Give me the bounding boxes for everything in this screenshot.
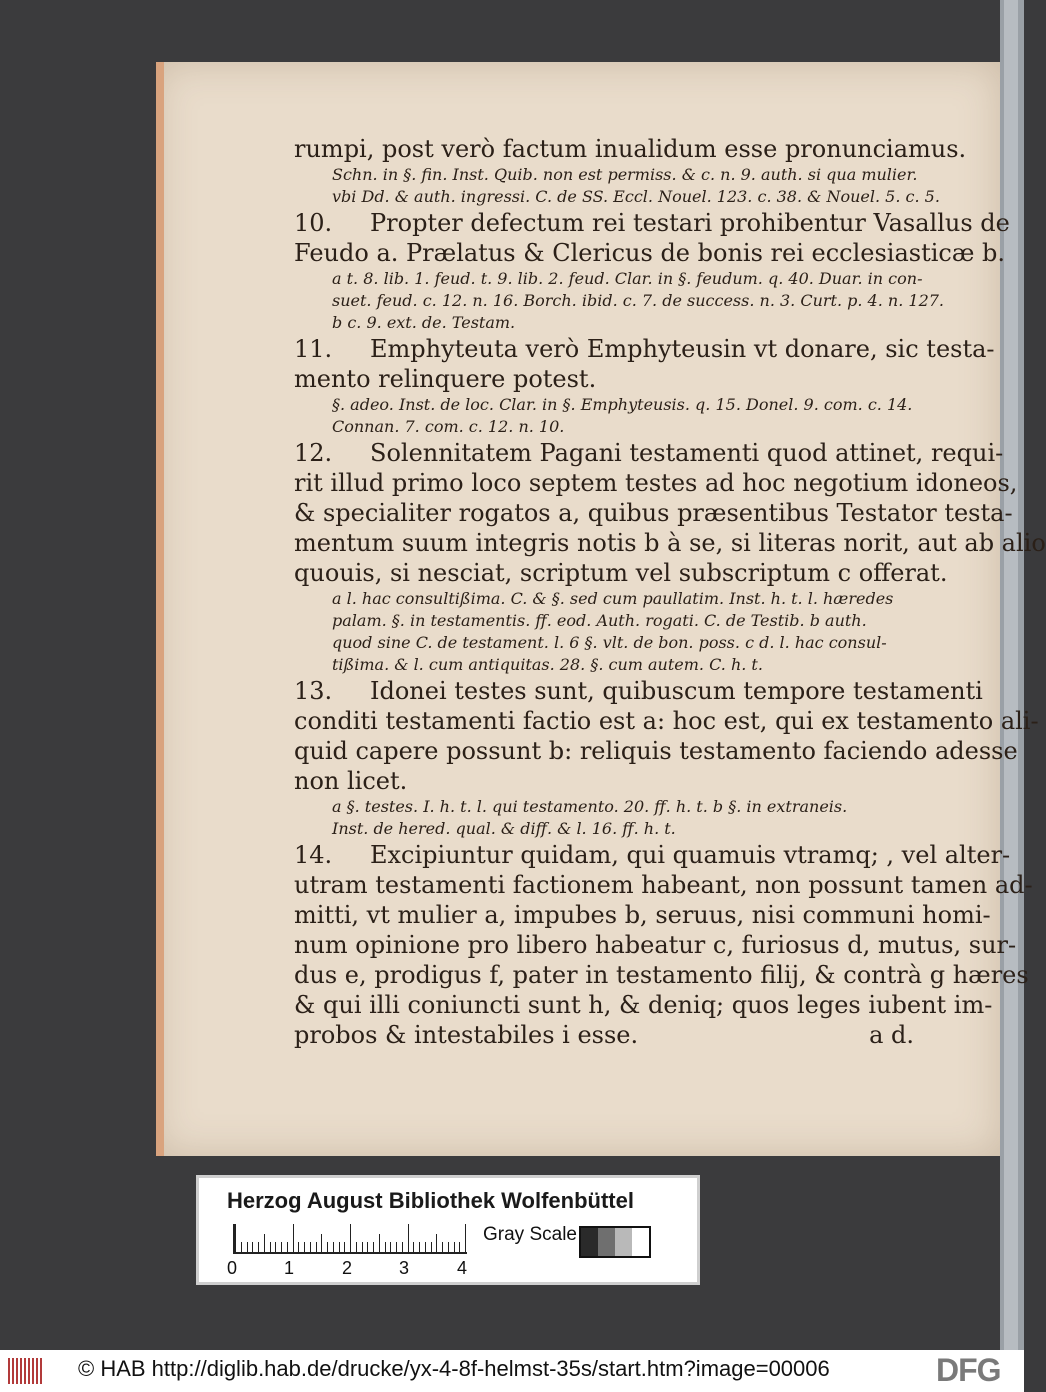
ruler-tick [431, 1242, 432, 1252]
book-edge-strip-inner [1004, 0, 1018, 1350]
ruler-tick [454, 1242, 455, 1252]
text-line [294, 208, 1010, 238]
ruler-tick [344, 1242, 345, 1252]
text-line [294, 676, 983, 706]
line-text: mentum suum integris notis b à se, si literas norit, aut ab alio [294, 529, 1046, 557]
text-line [294, 334, 995, 364]
copyright-url[interactable]: © HAB http://diglib.hab.de/drucke/yx-4-8f-helmst-35s/start.htm?image=00006 [78, 1356, 830, 1381]
text-line [294, 960, 1029, 990]
footnote-line [294, 394, 924, 416]
footnote-line [294, 312, 924, 334]
text-line [294, 840, 1011, 870]
footnote-line [294, 290, 945, 312]
footnote-line [294, 818, 924, 840]
ruler-tick [436, 1234, 437, 1252]
line-text: rumpi, post verò factum inualidum esse pronunciamus. [294, 135, 967, 163]
line-text: dus e, prodigus f, pater in testamento filij, & contrà g hæres [294, 961, 1029, 989]
line-text: palam. §. in testamentis. ff. eod. Auth. rogati. C. de Testib. b auth. [332, 611, 867, 630]
line-text: Connan. 7. com. c. 12. n. 10. [332, 417, 565, 436]
ruler [233, 1224, 467, 1254]
text-line [294, 238, 1006, 268]
ruler-tick [356, 1242, 357, 1252]
line-text: Idonei testes sunt, quibuscum tempore testamenti [370, 677, 983, 705]
ruler-tick [413, 1242, 414, 1252]
line-text: mento relinquere potest. [294, 365, 597, 393]
footnote-line [294, 654, 924, 676]
ruler-tick [241, 1242, 242, 1252]
line-text: Feudo a. Prælatus & Clericus de bonis rei ecclesiasticæ b. [294, 239, 1006, 267]
text-line [294, 990, 993, 1020]
text-line [294, 870, 1033, 900]
ruler-tick [465, 1224, 466, 1252]
ruler-tick [408, 1224, 409, 1252]
footnote-line [294, 610, 924, 632]
ruler-number: 1 [284, 1258, 295, 1278]
line-text: Schn. in §. fin. Inst. Quib. non est permiss. & c. n. 9. auth. si qua mulier. [332, 165, 918, 184]
page-text [294, 134, 1046, 1050]
footnote-line [294, 632, 924, 654]
ruler-tick [316, 1242, 317, 1252]
text-line [294, 498, 1013, 528]
ruler-tick [339, 1242, 340, 1252]
ruler-number: 3 [399, 1258, 410, 1278]
ruler-tick [385, 1242, 386, 1252]
ruler-tick [379, 1234, 380, 1252]
line-text: mitti, vt mulier a, impubes b, seruus, nisi communi homi- [294, 901, 991, 929]
text-line [294, 900, 991, 930]
paragraph-number: 10. [294, 209, 333, 237]
text-line [294, 736, 1018, 766]
text-line [294, 766, 924, 796]
ruler-tick [293, 1224, 294, 1252]
text-line [294, 528, 1046, 558]
line-text: Propter defectum rei testari prohibentur Vasallus de [370, 209, 1010, 237]
text-line [294, 468, 1018, 498]
ruler-tick [247, 1242, 248, 1252]
gray-scale-swatches [579, 1226, 651, 1258]
text-line [294, 558, 948, 588]
ruler-tick [258, 1242, 259, 1252]
ruler-tick [367, 1242, 368, 1252]
ruler-tick [275, 1242, 276, 1252]
line-text: & specialiter rogatos a, quibus præsentibus Testator testa- [294, 499, 1013, 527]
ruler-tick [425, 1242, 426, 1252]
ruler-tick [390, 1242, 391, 1252]
line-text: rit illud primo loco septem testes ad hoc negotium idoneos, [294, 469, 1018, 497]
ruler-tick [419, 1242, 420, 1252]
line-text: & qui illi coniuncti sunt h, & deniq; quos leges iubent im- [294, 991, 993, 1019]
text-line [294, 930, 1017, 960]
text-line [294, 706, 1039, 736]
gray-swatch [581, 1228, 598, 1256]
ruler-number: 2 [342, 1258, 353, 1278]
ruler-tick [373, 1242, 374, 1252]
ruler-number: 4 [457, 1258, 468, 1278]
footnote-line [294, 416, 924, 438]
footer-bar [0, 1350, 1024, 1392]
library-color-card [196, 1175, 700, 1285]
line-text: a §. testes. I. h. t. l. qui testamento. 20. ff. h. t. b §. in extraneis. [332, 797, 848, 816]
ruler-tick [442, 1242, 443, 1252]
ruler-tick [333, 1242, 334, 1252]
line-text: suet. feud. c. 12. n. 16. Borch. ibid. c. 7. de success. n. 3. Curt. p. 4. n. 127. [332, 291, 945, 310]
line-text: quod sine C. de testament. l. 6 §. vlt. de bon. poss. c d. l. hac consul- [332, 633, 887, 652]
line-text: tißima. & l. cum antiquitas. 28. §. cum autem. C. h. t. [332, 655, 763, 674]
line-text: utram testamenti factionem habeant, non possunt tamen ad- [294, 871, 1033, 899]
line-text: probos & intestabiles i esse. [294, 1021, 639, 1049]
ruler-tick [287, 1242, 288, 1252]
barcode-icon [8, 1358, 46, 1384]
dfg-logo: DFG [936, 1352, 1001, 1388]
ruler-tick [304, 1242, 305, 1252]
line-text: vbi Dd. & auth. ingressi. C. de SS. Eccl. Nouel. 123. c. 38. & Nouel. 5. c. 5. [332, 187, 940, 206]
paragraph-number: 11. [294, 335, 333, 363]
catchword: a d. [869, 1021, 914, 1049]
line-text: §. adeo. Inst. de loc. Clar. in §. Emphyteusis. q. 15. Donel. 9. com. c. 14. [332, 395, 913, 414]
ruler-tick [327, 1242, 328, 1252]
ruler-tick [396, 1242, 397, 1252]
footnote-line [294, 796, 924, 818]
line-text: Solennitatem Pagani testamenti quod attinet, requi- [370, 439, 1004, 467]
gray-swatch [598, 1228, 615, 1256]
line-text: non licet. [294, 767, 408, 795]
gray-swatch [615, 1228, 632, 1256]
line-text: a t. 8. lib. 1. feud. t. 9. lib. 2. feud. Clar. in §. feudum. q. 40. Duar. in con- [332, 269, 923, 288]
ruler-tick [264, 1234, 265, 1252]
line-text: Inst. de hered. qual. & diff. & l. 16. ff. h. t. [332, 819, 676, 838]
ruler-tick [310, 1242, 311, 1252]
text-line [294, 364, 924, 394]
ruler-tick [350, 1224, 351, 1252]
line-text: num opinione pro libero habeatur c, furiosus d, mutus, sur- [294, 931, 1017, 959]
ruler-tick [448, 1242, 449, 1252]
ruler-number: 0 [227, 1258, 238, 1278]
ruler-tick [321, 1234, 322, 1252]
line-text: conditi testamenti factio est a: hoc est, qui ex testamento ali- [294, 707, 1039, 735]
ruler-tick [298, 1242, 299, 1252]
footnote-line [294, 186, 940, 208]
ruler-tick [235, 1224, 236, 1252]
text-line [294, 134, 967, 164]
ruler-tick [281, 1242, 282, 1252]
line-text: Excipiuntur quidam, qui quamuis vtramq; , vel alter- [370, 841, 1011, 869]
line-text: Emphyteuta verò Emphyteusin vt donare, sic testa- [370, 335, 995, 363]
text-line [294, 438, 1004, 468]
gray-swatch [632, 1228, 649, 1256]
footnote-line [294, 164, 924, 186]
footnote-line [294, 268, 924, 290]
ruler-tick [402, 1242, 403, 1252]
ruler-tick [459, 1242, 460, 1252]
ruler-tick [270, 1242, 271, 1252]
ruler-tick [362, 1242, 363, 1252]
paragraph-number: 12. [294, 439, 333, 467]
paragraph-number: 14. [294, 841, 333, 869]
page-edge [156, 62, 164, 1156]
line-text: quid capere possunt b: reliquis testamento faciendo adesse [294, 737, 1018, 765]
gray-scale-label: Gray Scale [483, 1224, 577, 1245]
ruler-tick [252, 1242, 253, 1252]
line-text: quouis, si nesciat, scriptum vel subscriptum c offerat. [294, 559, 948, 587]
paragraph-number: 13. [294, 677, 333, 705]
line-text: b c. 9. ext. de. Testam. [332, 313, 516, 332]
footnote-line [294, 588, 924, 610]
library-name: Herzog August Bibliothek Wolfenbüttel [227, 1188, 634, 1213]
line-text: a l. hac consultißima. C. & §. sed cum paullatim. Inst. h. t. l. hæredes [332, 589, 894, 608]
